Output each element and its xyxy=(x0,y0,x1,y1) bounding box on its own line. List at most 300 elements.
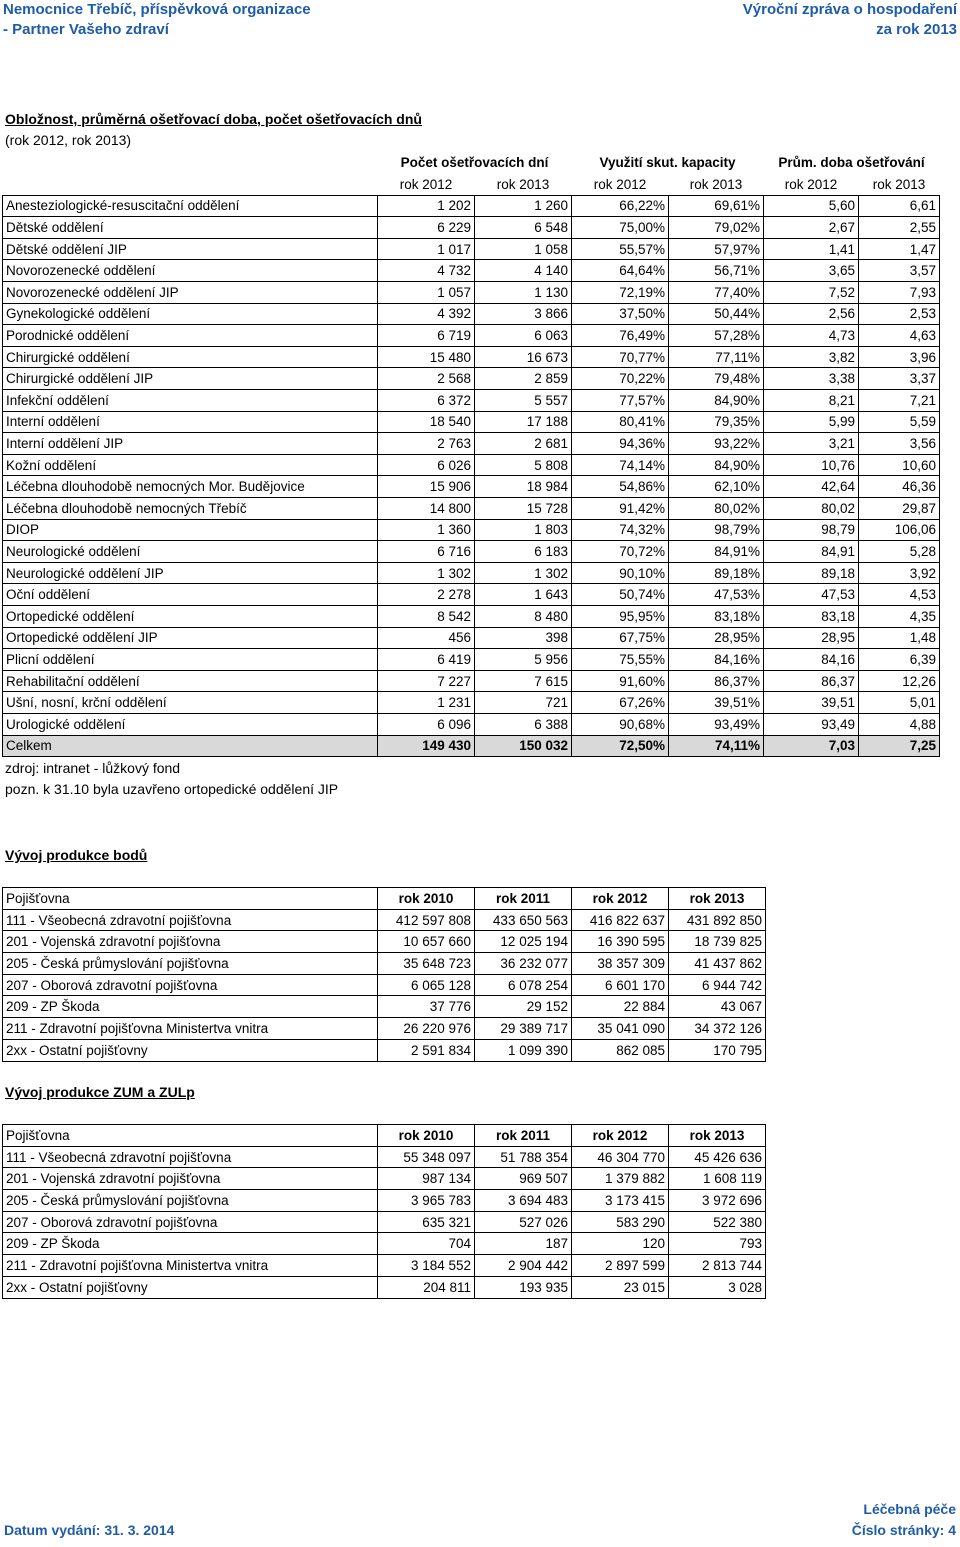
row-label: 211 - Zdravotní pojišťovna Ministertva vnitra xyxy=(3,1018,378,1040)
table-cell: 90,10% xyxy=(572,562,669,584)
table-cell: 10,76 xyxy=(764,454,859,476)
table-cell: 7,52 xyxy=(764,282,859,304)
row-label: 209 - ZP Škoda xyxy=(3,996,378,1018)
table-cell: 70,77% xyxy=(572,346,669,368)
table-cell: 98,79 xyxy=(764,519,859,541)
table-row xyxy=(3,433,940,455)
table-cell: 94,36% xyxy=(572,433,669,455)
table-cell: 3 694 483 xyxy=(475,1190,572,1212)
table-cell: 36 232 077 xyxy=(475,953,572,975)
row-label: Chirurgické oddělení xyxy=(3,346,378,368)
table-cell: 84,16% xyxy=(669,649,764,671)
table-cell: 5,59 xyxy=(859,411,940,433)
table-cell: 1 302 xyxy=(378,562,475,584)
table-cell: 93,22% xyxy=(669,433,764,455)
table-cell: 433 650 563 xyxy=(475,909,572,931)
table-cell: 583 290 xyxy=(572,1211,669,1233)
table-cell: 38 357 309 xyxy=(572,953,669,975)
table-row xyxy=(3,1276,766,1298)
table-row xyxy=(3,303,940,325)
table-cell: 3,82 xyxy=(764,346,859,368)
row-label: Ortopedické oddělení xyxy=(3,605,378,627)
table-cell: 51 788 354 xyxy=(475,1146,572,1168)
table-cell: 29 389 717 xyxy=(475,1018,572,1040)
table-cell: 5 557 xyxy=(475,390,572,412)
row-label: Dětské oddělení JIP xyxy=(3,238,378,260)
column-header: rok 2012 xyxy=(572,888,669,910)
year-header: rok 2013 xyxy=(496,176,550,192)
table-row xyxy=(3,411,940,433)
table-cell: 1 202 xyxy=(378,195,475,217)
source-note: zdroj: intranet - lůžkový fond xyxy=(5,760,181,776)
table-cell: 79,02% xyxy=(669,217,764,239)
table-cell: 1,48 xyxy=(859,627,940,649)
table-cell: 35 041 090 xyxy=(572,1018,669,1040)
table-row xyxy=(3,498,940,520)
year-header: rok 2012 xyxy=(784,176,838,192)
table-cell: 76,49% xyxy=(572,325,669,347)
table-row xyxy=(3,909,766,931)
table-cell: 45 426 636 xyxy=(669,1146,766,1168)
table-cell: 22 884 xyxy=(572,996,669,1018)
occupancy-table-body xyxy=(3,195,940,756)
group-header-avg-duration: Prům. doba ošetřování xyxy=(778,155,925,171)
table-cell: 84,90% xyxy=(669,390,764,412)
table-cell: 2 813 744 xyxy=(669,1255,766,1277)
row-label: 207 - Oborová zdravotní pojišťovna xyxy=(3,1211,378,1233)
column-header: rok 2010 xyxy=(378,888,475,910)
total-cell: 7,03 xyxy=(764,735,859,757)
table-cell: 862 085 xyxy=(572,1039,669,1061)
row-label: Léčebna dlouhodobě nemocných Třebíč xyxy=(3,498,378,520)
table-row xyxy=(3,325,940,347)
table-cell: 46 304 770 xyxy=(572,1146,669,1168)
table-cell: 2 859 xyxy=(475,368,572,390)
year-header: rok 2013 xyxy=(689,176,743,192)
row-label: Interní oddělení JIP xyxy=(3,433,378,455)
table-cell: 969 507 xyxy=(475,1168,572,1190)
section3-title: Vývoj produkce ZUM a ZULp xyxy=(5,1084,195,1100)
table-cell: 93,49% xyxy=(669,713,764,735)
group-header-capacity: Využití skut. kapacity xyxy=(599,155,736,171)
table-cell: 3 184 552 xyxy=(378,1255,475,1277)
table-cell: 3 173 415 xyxy=(572,1190,669,1212)
table-cell: 6 026 xyxy=(378,454,475,476)
row-label: Novorozenecké oddělení xyxy=(3,260,378,282)
table-cell: 6 719 xyxy=(378,325,475,347)
table-cell: 10 657 660 xyxy=(378,931,475,953)
table-row xyxy=(3,1233,766,1255)
column-header: rok 2012 xyxy=(572,1125,669,1147)
table-cell: 5,60 xyxy=(764,195,859,217)
table-cell: 1 379 882 xyxy=(572,1168,669,1190)
table-cell: 6 078 254 xyxy=(475,974,572,996)
table-cell: 1 302 xyxy=(475,562,572,584)
row-label: Urologické oddělení xyxy=(3,713,378,735)
org-name: Nemocnice Třebíč, příspěvková organizace xyxy=(3,1,311,18)
table-cell: 187 xyxy=(475,1233,572,1255)
table-cell: 1 803 xyxy=(475,519,572,541)
table-cell: 527 026 xyxy=(475,1211,572,1233)
table-cell: 84,91% xyxy=(669,541,764,563)
table-row xyxy=(3,649,940,671)
column-header: Pojišťovna xyxy=(3,888,378,910)
table-cell: 43 067 xyxy=(669,996,766,1018)
table-cell: 77,11% xyxy=(669,346,764,368)
table-cell: 6 229 xyxy=(378,217,475,239)
header-organization xyxy=(3,0,311,40)
table-row xyxy=(3,541,940,563)
column-header: rok 2010 xyxy=(378,1125,475,1147)
table-row xyxy=(3,1211,766,1233)
row-label: Léčebna dlouhodobě nemocných Mor. Budějovice xyxy=(3,476,378,498)
table-cell: 2,53 xyxy=(859,303,940,325)
row-label: 201 - Vojenská zdravotní pojišťovna xyxy=(3,931,378,953)
row-label: Ortopedické oddělení JIP xyxy=(3,627,378,649)
table-cell: 2 278 xyxy=(378,584,475,606)
year-header: rok 2012 xyxy=(399,176,453,192)
table-row xyxy=(3,195,940,217)
row-label: 201 - Vojenská zdravotní pojišťovna xyxy=(3,1168,378,1190)
table-cell: 1 130 xyxy=(475,282,572,304)
table-cell: 2,67 xyxy=(764,217,859,239)
column-header: rok 2013 xyxy=(669,888,766,910)
table-cell: 3,65 xyxy=(764,260,859,282)
table-row xyxy=(3,454,940,476)
table-cell: 5 808 xyxy=(475,454,572,476)
table-header-row xyxy=(3,1125,766,1147)
table-cell: 2,56 xyxy=(764,303,859,325)
table-cell: 2 591 834 xyxy=(378,1039,475,1061)
row-label: 207 - Oborová zdravotní pojišťovna xyxy=(3,974,378,996)
row-label: 2xx - Ostatní pojišťovny xyxy=(3,1276,378,1298)
table-cell: 77,57% xyxy=(572,390,669,412)
table-cell: 83,18 xyxy=(764,605,859,627)
table-cell: 1,41 xyxy=(764,238,859,260)
row-label: DIOP xyxy=(3,519,378,541)
table-cell: 86,37% xyxy=(669,670,764,692)
table-cell: 55,57% xyxy=(572,238,669,260)
table-cell: 41 437 862 xyxy=(669,953,766,975)
table-cell: 6 601 170 xyxy=(572,974,669,996)
table-cell: 3,21 xyxy=(764,433,859,455)
table-cell: 46,36 xyxy=(859,476,940,498)
table-cell: 37,50% xyxy=(572,303,669,325)
table-row xyxy=(3,713,940,735)
table-cell: 1 360 xyxy=(378,519,475,541)
table-cell: 34 372 126 xyxy=(669,1018,766,1040)
table-cell: 4,63 xyxy=(859,325,940,347)
table-cell: 6 096 xyxy=(378,713,475,735)
table-row xyxy=(3,584,940,606)
table-cell: 23 015 xyxy=(572,1276,669,1298)
total-cell: 72,50% xyxy=(572,735,669,757)
table-cell: 6 063 xyxy=(475,325,572,347)
table-cell: 6,39 xyxy=(859,649,940,671)
table-row xyxy=(3,1039,766,1061)
table-cell: 77,40% xyxy=(669,282,764,304)
zum-table-body xyxy=(3,1125,766,1299)
table-cell: 14 800 xyxy=(378,498,475,520)
table-cell: 39,51 xyxy=(764,692,859,714)
table-row xyxy=(3,931,766,953)
table-cell: 70,22% xyxy=(572,368,669,390)
year-header: rok 2013 xyxy=(872,176,926,192)
table-cell: 7,21 xyxy=(859,390,940,412)
table-cell: 67,26% xyxy=(572,692,669,714)
table-row xyxy=(3,238,940,260)
row-label: 211 - Zdravotní pojišťovna Ministertva vnitra xyxy=(3,1255,378,1277)
table-cell: 98,79% xyxy=(669,519,764,541)
table-cell: 1 608 119 xyxy=(669,1168,766,1190)
table-cell: 84,16 xyxy=(764,649,859,671)
table-cell: 56,71% xyxy=(669,260,764,282)
table-row xyxy=(3,1190,766,1212)
total-row xyxy=(3,735,940,757)
table-cell: 6 419 xyxy=(378,649,475,671)
table-cell: 3 972 696 xyxy=(669,1190,766,1212)
table-cell: 3,96 xyxy=(859,346,940,368)
points-table xyxy=(2,887,766,1062)
table-cell: 5,01 xyxy=(859,692,940,714)
table-cell: 4 392 xyxy=(378,303,475,325)
table-cell: 1 643 xyxy=(475,584,572,606)
total-cell: 7,25 xyxy=(859,735,940,757)
table-cell: 2,55 xyxy=(859,217,940,239)
org-tagline: - Partner Vašeho zdraví xyxy=(3,21,169,38)
table-cell: 3,92 xyxy=(859,562,940,584)
table-cell: 15 728 xyxy=(475,498,572,520)
table-cell: 6 548 xyxy=(475,217,572,239)
total-label: Celkem xyxy=(3,735,378,757)
total-cell: 149 430 xyxy=(378,735,475,757)
table-cell: 37 776 xyxy=(378,996,475,1018)
table-cell: 12,26 xyxy=(859,670,940,692)
table-cell: 29,87 xyxy=(859,498,940,520)
row-label: Oční oddělení xyxy=(3,584,378,606)
table-cell: 50,44% xyxy=(669,303,764,325)
table-cell: 91,42% xyxy=(572,498,669,520)
table-cell: 69,61% xyxy=(669,195,764,217)
table-header-row xyxy=(3,888,766,910)
table-row xyxy=(3,996,766,1018)
column-header: rok 2011 xyxy=(475,888,572,910)
row-label: Novorozenecké oddělení JIP xyxy=(3,282,378,304)
table-cell: 86,37 xyxy=(764,670,859,692)
table-cell: 95,95% xyxy=(572,605,669,627)
table-cell: 6 944 742 xyxy=(669,974,766,996)
year-header-row xyxy=(3,174,940,196)
table-cell: 721 xyxy=(475,692,572,714)
table-cell: 70,72% xyxy=(572,541,669,563)
column-header: Pojišťovna xyxy=(3,1125,378,1147)
table-cell: 72,19% xyxy=(572,282,669,304)
table-row xyxy=(3,217,940,239)
group-header-days: Počet ošetřovacích dní xyxy=(400,155,549,171)
table-cell: 3,37 xyxy=(859,368,940,390)
table-cell: 3,57 xyxy=(859,260,940,282)
table-cell: 704 xyxy=(378,1233,475,1255)
table-cell: 75,00% xyxy=(572,217,669,239)
row-label: 205 - Česká průmyslování pojišťovna xyxy=(3,953,378,975)
table-cell: 28,95% xyxy=(669,627,764,649)
table-row xyxy=(3,519,940,541)
table-cell: 412 597 808 xyxy=(378,909,475,931)
table-cell: 55 348 097 xyxy=(378,1146,475,1168)
table-row xyxy=(3,260,940,282)
table-cell: 1 231 xyxy=(378,692,475,714)
table-row xyxy=(3,476,940,498)
table-cell: 1 057 xyxy=(378,282,475,304)
table-cell: 8,21 xyxy=(764,390,859,412)
table-cell: 6 183 xyxy=(475,541,572,563)
table-cell: 67,75% xyxy=(572,627,669,649)
table-cell: 3,38 xyxy=(764,368,859,390)
table-cell: 5,99 xyxy=(764,411,859,433)
table-cell: 79,35% xyxy=(669,411,764,433)
row-label: Anesteziologické-resuscitační oddělení xyxy=(3,195,378,217)
table-cell: 1 260 xyxy=(475,195,572,217)
row-label: Infekční oddělení xyxy=(3,390,378,412)
total-cell: 74,11% xyxy=(669,735,764,757)
table-row xyxy=(3,692,940,714)
table-cell: 193 935 xyxy=(475,1276,572,1298)
table-cell: 29 152 xyxy=(475,996,572,1018)
table-cell: 80,41% xyxy=(572,411,669,433)
table-cell: 456 xyxy=(378,627,475,649)
table-cell: 79,48% xyxy=(669,368,764,390)
table-cell: 4 140 xyxy=(475,260,572,282)
table-row xyxy=(3,346,940,368)
table-row xyxy=(3,282,940,304)
table-cell: 12 025 194 xyxy=(475,931,572,953)
row-label: Neurologické oddělení xyxy=(3,541,378,563)
table-cell: 64,64% xyxy=(572,260,669,282)
report-year: za rok 2013 xyxy=(876,21,957,38)
report-title: Výroční zpráva o hospodaření xyxy=(742,1,957,18)
table-cell: 80,02% xyxy=(669,498,764,520)
table-cell: 75,55% xyxy=(572,649,669,671)
table-cell: 3 866 xyxy=(475,303,572,325)
table-row xyxy=(3,670,940,692)
table-cell: 89,18 xyxy=(764,562,859,584)
table-cell: 62,10% xyxy=(669,476,764,498)
table-cell: 18 540 xyxy=(378,411,475,433)
table-row xyxy=(3,605,940,627)
table-row xyxy=(3,974,766,996)
table-cell: 6 372 xyxy=(378,390,475,412)
row-label: Porodnické oddělení xyxy=(3,325,378,347)
table-cell: 6 716 xyxy=(378,541,475,563)
row-label: 111 - Všeobecná zdravotní pojišťovna xyxy=(3,909,378,931)
table-cell: 39,51% xyxy=(669,692,764,714)
table-row xyxy=(3,953,766,975)
row-label: Kožní oddělení xyxy=(3,454,378,476)
table-cell: 4,35 xyxy=(859,605,940,627)
zum-table xyxy=(2,1124,766,1299)
table-row xyxy=(3,368,940,390)
header-report xyxy=(743,0,957,40)
table-row xyxy=(3,1018,766,1040)
table-cell: 431 892 850 xyxy=(669,909,766,931)
table-cell: 2 897 599 xyxy=(572,1255,669,1277)
table-cell: 83,18% xyxy=(669,605,764,627)
row-label: Dětské oddělení xyxy=(3,217,378,239)
table-cell: 57,28% xyxy=(669,325,764,347)
table-cell: 416 822 637 xyxy=(572,909,669,931)
section1-title: Obložnost, průměrná ošetřovací doba, počet ošetřovacích dnů xyxy=(5,111,422,127)
row-label: 205 - Česká průmyslování pojišťovna xyxy=(3,1190,378,1212)
row-label: Interní oddělení xyxy=(3,411,378,433)
table-cell: 793 xyxy=(669,1233,766,1255)
table-cell: 5 956 xyxy=(475,649,572,671)
table-row xyxy=(3,627,940,649)
table-cell: 80,02 xyxy=(764,498,859,520)
table-cell: 987 134 xyxy=(378,1168,475,1190)
table-cell: 8 480 xyxy=(475,605,572,627)
table-row xyxy=(3,1255,766,1277)
table-cell: 4,73 xyxy=(764,325,859,347)
table-cell: 120 xyxy=(572,1233,669,1255)
points-table-body xyxy=(3,888,766,1062)
year-header: rok 2012 xyxy=(593,176,647,192)
table-cell: 2 904 442 xyxy=(475,1255,572,1277)
total-cell: 150 032 xyxy=(475,735,572,757)
table-cell: 3 028 xyxy=(669,1276,766,1298)
table-cell: 18 984 xyxy=(475,476,572,498)
table-cell: 6 388 xyxy=(475,713,572,735)
table-cell: 54,86% xyxy=(572,476,669,498)
table-cell: 74,14% xyxy=(572,454,669,476)
table-cell: 47,53 xyxy=(764,584,859,606)
table-row xyxy=(3,1168,766,1190)
group-header-row xyxy=(3,152,940,174)
table-cell: 1 017 xyxy=(378,238,475,260)
table-cell: 66,22% xyxy=(572,195,669,217)
row-label: Gynekologické oddělení xyxy=(3,303,378,325)
table-row xyxy=(3,562,940,584)
table-cell: 204 811 xyxy=(378,1276,475,1298)
row-label: Plicní oddělení xyxy=(3,649,378,671)
table-cell: 28,95 xyxy=(764,627,859,649)
table-row xyxy=(3,1146,766,1168)
table-cell: 2 681 xyxy=(475,433,572,455)
table-cell: 3,56 xyxy=(859,433,940,455)
issue-date: Datum vydání: 31. 3. 2014 xyxy=(4,1522,175,1538)
table-cell: 35 648 723 xyxy=(378,953,475,975)
table-cell: 1 099 390 xyxy=(475,1039,572,1061)
table-cell: 16 673 xyxy=(475,346,572,368)
page-number: Číslo stránky: 4 xyxy=(851,1522,956,1538)
table-cell: 1,47 xyxy=(859,238,940,260)
table-cell: 2 568 xyxy=(378,368,475,390)
table-cell: 4,53 xyxy=(859,584,940,606)
table-cell: 4,88 xyxy=(859,713,940,735)
table-cell: 1 058 xyxy=(475,238,572,260)
row-label: 2xx - Ostatní pojišťovny xyxy=(3,1039,378,1061)
closure-note: pozn. k 31.10 byla uzavřeno ortopedické oddělení JIP xyxy=(5,781,339,797)
table-cell: 47,53% xyxy=(669,584,764,606)
row-label: 209 - ZP Škoda xyxy=(3,1233,378,1255)
table-cell: 74,32% xyxy=(572,519,669,541)
table-row xyxy=(3,390,940,412)
table-cell: 16 390 595 xyxy=(572,931,669,953)
table-cell: 522 380 xyxy=(669,1211,766,1233)
table-cell: 93,49 xyxy=(764,713,859,735)
row-label: 111 - Všeobecná zdravotní pojišťovna xyxy=(3,1146,378,1168)
row-label: Neurologické oddělení JIP xyxy=(3,562,378,584)
table-cell: 7,93 xyxy=(859,282,940,304)
